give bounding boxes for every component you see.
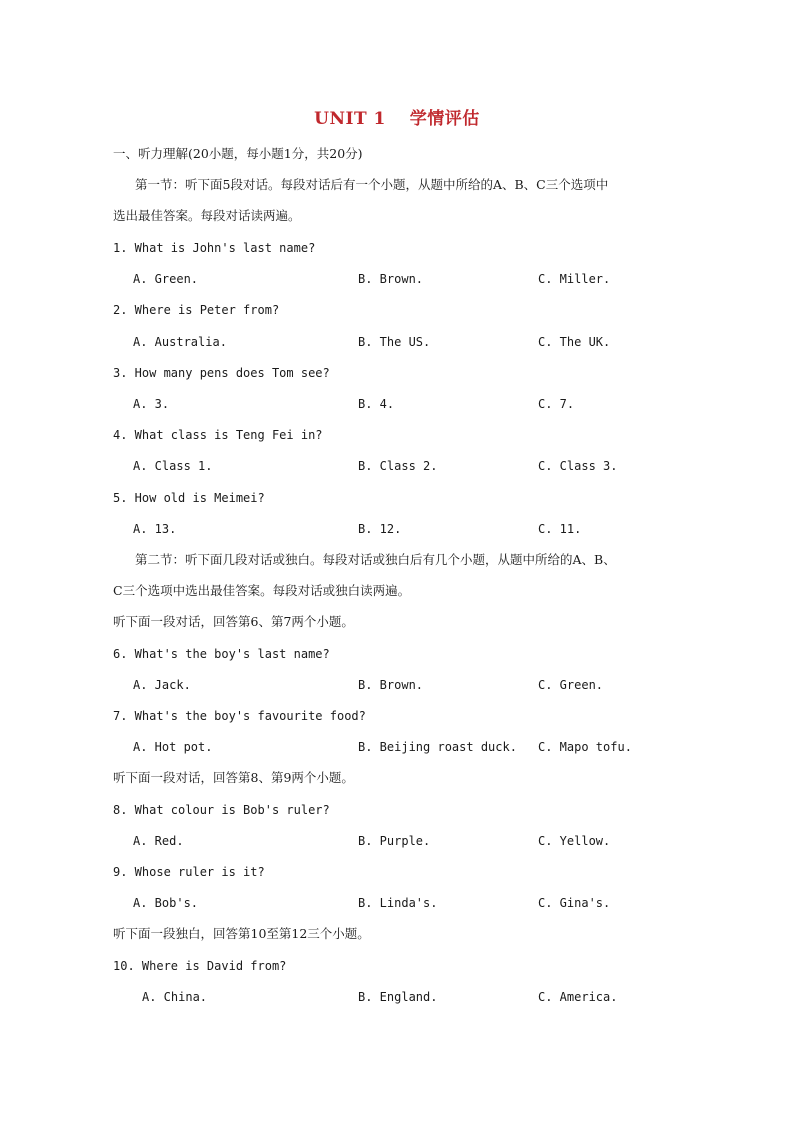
q2-option-a[interactable]: A. Australia. — [133, 335, 227, 349]
q6-option-c[interactable]: C. Green. — [538, 678, 604, 692]
section-heading: 一、听力理解(20小题，每小题1分，共20分) — [113, 146, 363, 161]
q10-option-a[interactable]: A. China. — [142, 990, 208, 1004]
q10-option-b[interactable]: B. England. — [358, 990, 438, 1004]
question-5: 5. How old is Meimei? — [113, 491, 265, 505]
group-note-q10-12: 听下面一段独白，回答第10至第12三个小题。 — [113, 926, 370, 941]
q1-option-c[interactable]: C. Miller. — [538, 272, 611, 286]
q3-option-c[interactable]: C. 7. — [538, 397, 575, 411]
q6-option-b[interactable]: B. Brown. — [358, 678, 424, 692]
q2-option-b[interactable]: B. The US. — [358, 335, 431, 349]
part2-instruction-line2: C三个选项中选出最佳答案。每段对话或独白读两遍。 — [113, 583, 411, 598]
q7-option-c[interactable]: C. Mapo tofu. — [538, 740, 632, 754]
q3-option-b[interactable]: B. 4. — [358, 397, 395, 411]
part1-instruction-line1: 第一节：听下面5段对话。每段对话后有一个小题，从题中所给的A、B、C三个选项中 — [135, 177, 609, 192]
q8-option-c[interactable]: C. Yellow. — [538, 834, 611, 848]
q6-option-a[interactable]: A. Jack. — [133, 678, 191, 692]
q7-option-b[interactable]: B. Beijing roast duck. — [358, 740, 517, 754]
q9-option-a[interactable]: A. Bob's. — [133, 896, 199, 910]
question-10: 10. Where is David from? — [113, 959, 287, 973]
question-7: 7. What's the boy's favourite food? — [113, 709, 366, 723]
q2-option-c[interactable]: C. The UK. — [538, 335, 611, 349]
q1-option-a[interactable]: A. Green. — [133, 272, 199, 286]
question-1: 1. What is John's last name? — [113, 241, 316, 255]
q4-option-a[interactable]: A. Class 1. — [133, 459, 213, 473]
group-note-q6-7: 听下面一段对话，回答第6、第7两个小题。 — [113, 614, 354, 629]
question-2: 2. Where is Peter from? — [113, 303, 280, 317]
q5-option-c[interactable]: C. 11. — [538, 522, 582, 536]
q8-option-b[interactable]: B. Purple. — [358, 834, 431, 848]
page-title: UNIT 1 学情评估 — [314, 109, 480, 129]
part2-instruction-line1: 第二节：听下面几段对话或独白。每段对话或独白后有几个小题，从题中所给的A、B、 — [135, 552, 616, 567]
q8-option-a[interactable]: A. Red. — [133, 834, 184, 848]
q9-option-c[interactable]: C. Gina's. — [538, 896, 611, 910]
part1-instruction-line2: 选出最佳答案。每段对话读两遍。 — [113, 208, 301, 223]
group-note-q8-9: 听下面一段对话，回答第8、第9两个小题。 — [113, 770, 354, 785]
question-4: 4. What class is Teng Fei in? — [113, 428, 323, 442]
question-3: 3. How many pens does Tom see? — [113, 366, 330, 380]
q4-option-c[interactable]: C. Class 3. — [538, 459, 618, 473]
q4-option-b[interactable]: B. Class 2. — [358, 459, 438, 473]
q1-option-b[interactable]: B. Brown. — [358, 272, 424, 286]
q10-option-c[interactable]: C. America. — [538, 990, 618, 1004]
question-6: 6. What's the boy's last name? — [113, 647, 330, 661]
question-9: 9. Whose ruler is it? — [113, 865, 265, 879]
q9-option-b[interactable]: B. Linda's. — [358, 896, 438, 910]
question-8: 8. What colour is Bob's ruler? — [113, 803, 330, 817]
q5-option-a[interactable]: A. 13. — [133, 522, 177, 536]
q7-option-a[interactable]: A. Hot pot. — [133, 740, 213, 754]
q5-option-b[interactable]: B. 12. — [358, 522, 402, 536]
q3-option-a[interactable]: A. 3. — [133, 397, 170, 411]
